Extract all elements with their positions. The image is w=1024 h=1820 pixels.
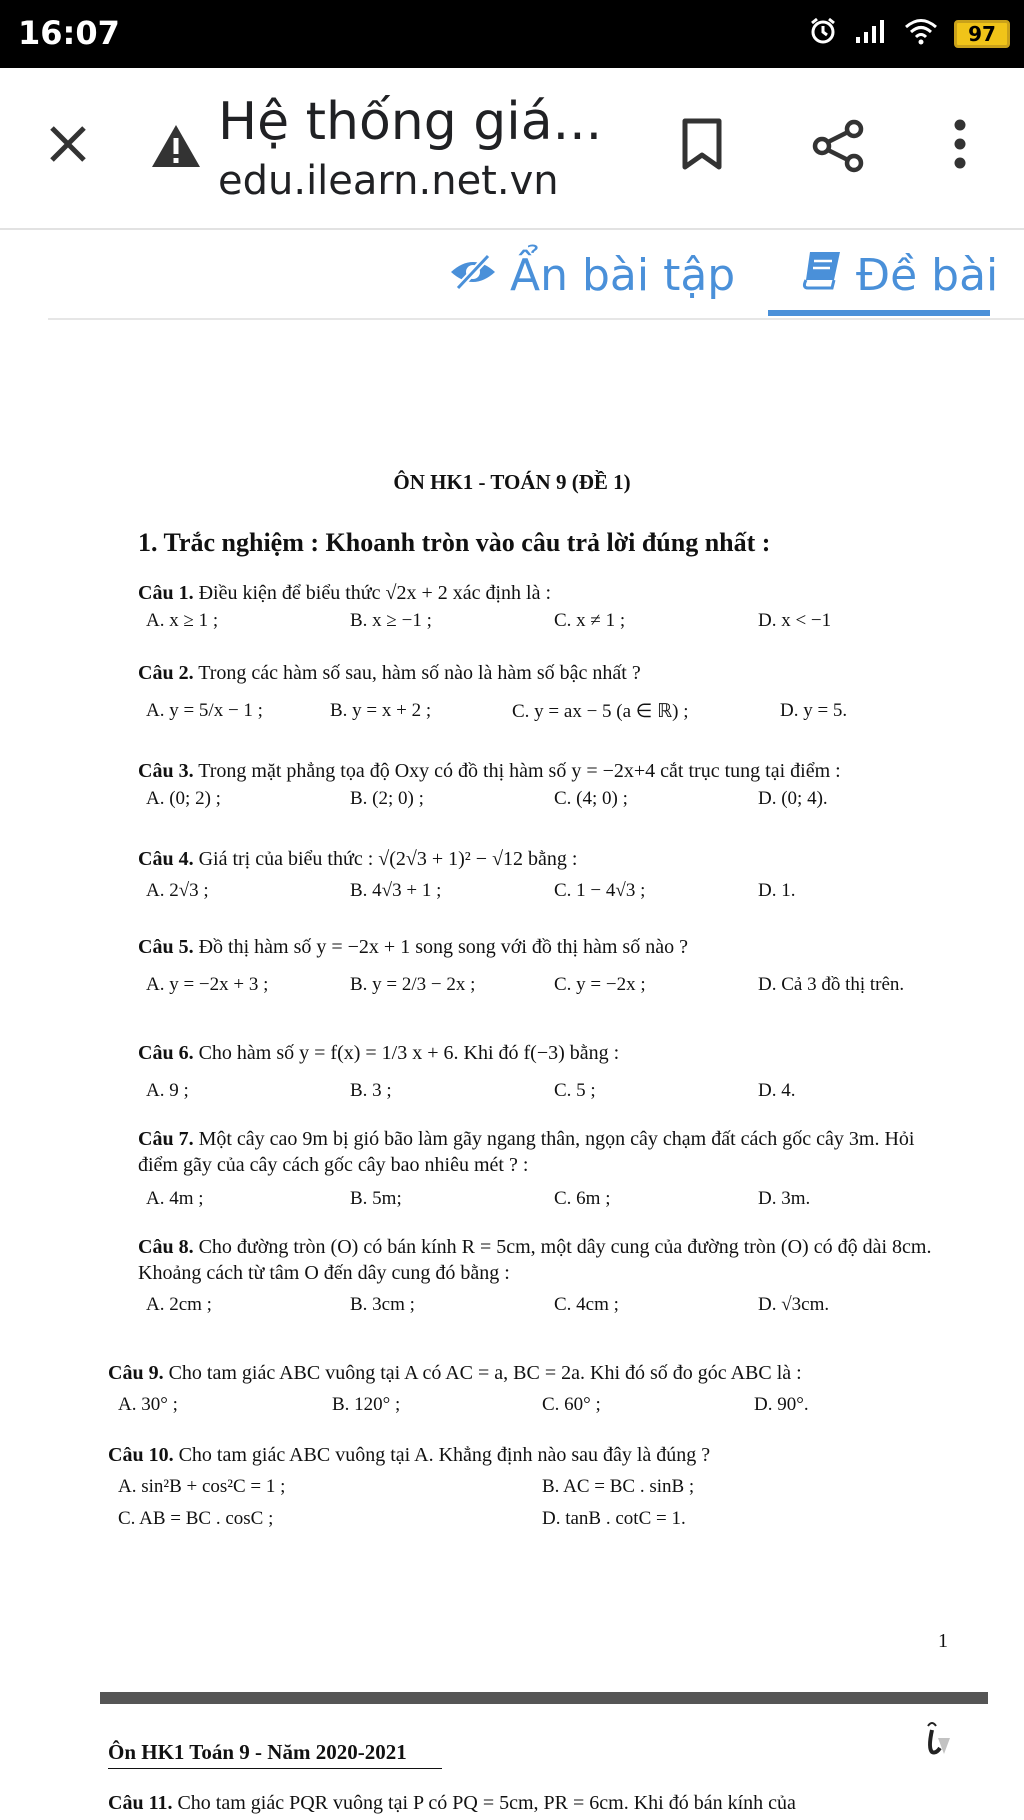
question-text: Cho hàm số y = f(x) = 1/3 x + 6. Khi đó f(−3) bằng :	[198, 1042, 620, 1064]
page-divider	[100, 1692, 988, 1704]
option-c[interactable]: C. AB = BC . cosC ;	[118, 1508, 274, 1529]
page-title: Hệ thống giá...	[218, 92, 603, 152]
option-b[interactable]: B. 5m;	[350, 1188, 402, 1209]
option-b[interactable]: B. 120° ;	[332, 1394, 401, 1415]
question-5	[138, 934, 958, 960]
share-icon[interactable]	[806, 114, 870, 178]
question-1-options	[146, 610, 986, 640]
option-a[interactable]: A. y = −2x + 3 ;	[146, 974, 269, 995]
tab-hide-exercise-label: Ẩn bài tập	[510, 250, 736, 301]
option-d[interactable]: D. x < −1	[758, 610, 832, 631]
option-b[interactable]: B. y = 2/3 − 2x ;	[350, 974, 476, 995]
page-url[interactable]: edu.ilearn.net.vn	[218, 158, 559, 204]
question-label: Câu 3.	[138, 760, 194, 782]
book-icon	[802, 250, 844, 301]
option-b[interactable]: B. 3cm ;	[350, 1294, 415, 1315]
question-9-options	[118, 1394, 958, 1424]
tab-bar	[0, 240, 1024, 320]
question-label: Câu 11.	[108, 1792, 173, 1814]
question-3-options	[146, 788, 986, 818]
option-b[interactable]: B. (2; 0) ;	[350, 788, 424, 809]
question-5-options	[146, 974, 986, 1004]
question-2-options	[146, 700, 986, 730]
option-c[interactable]: C. y = ax − 5 (a ∈ ℝ) ;	[512, 701, 689, 722]
wifi-icon	[904, 17, 938, 50]
question-text: Cho đường tròn (O) có bán kính R = 5cm, một dây cung của đường tròn (O) có độ dài 8cm. Khoảng cách từ tâm O đến dây cung đó bằng :	[138, 1236, 932, 1284]
alarm-icon	[808, 16, 838, 51]
option-c[interactable]: C. 6m ;	[554, 1188, 611, 1209]
question-label: Câu 4.	[138, 848, 194, 870]
question-10	[108, 1442, 968, 1468]
signal-icon	[854, 17, 888, 50]
question-7	[138, 1126, 958, 1178]
logo-icon	[914, 1718, 954, 1758]
tab-divider	[48, 318, 1024, 320]
option-b[interactable]: B. x ≥ −1 ;	[350, 610, 432, 631]
option-a[interactable]: A. sin²B + cos²C = 1 ;	[118, 1476, 286, 1497]
option-d[interactable]: D. 4.	[758, 1080, 796, 1101]
question-10-options-row1	[118, 1476, 958, 1506]
document-page	[0, 330, 1024, 1820]
question-label: Câu 9.	[108, 1362, 164, 1384]
question-2	[138, 660, 958, 686]
tab-active-indicator	[768, 310, 990, 316]
question-label: Câu 1.	[138, 582, 194, 604]
battery-icon: 97	[954, 20, 1010, 48]
option-a[interactable]: A. x ≥ 1 ;	[146, 610, 219, 631]
option-a[interactable]: A. 2√3 ;	[146, 880, 209, 901]
tab-problem-label: Đề bài	[856, 250, 999, 301]
question-4	[138, 846, 958, 872]
footer-underline	[108, 1768, 442, 1769]
option-a[interactable]: A. 4m ;	[146, 1188, 204, 1209]
option-d[interactable]: D. 90°.	[754, 1394, 809, 1415]
question-text: Một cây cao 9m bị gió bão làm gãy ngang thân, ngọn cây chạm đất cách gốc cây 3m. Hỏi điểm gãy của cây cách gốc cây bao nhiêu mét ? :	[138, 1128, 915, 1176]
question-label: Câu 2.	[138, 662, 194, 684]
question-text: Cho tam giác ABC vuông tại A có AC = a, BC = 2a. Khi đó số đo góc ABC là :	[168, 1362, 802, 1384]
question-10-options-row2	[118, 1508, 958, 1538]
question-text: Cho tam giác PQR vuông tại P có PQ = 5cm, PR = 6cm. Khi đó bán kính của	[177, 1792, 796, 1814]
question-8	[138, 1234, 958, 1286]
tab-problem[interactable]	[802, 250, 998, 301]
question-1	[138, 580, 958, 606]
option-b[interactable]: B. y = x + 2 ;	[330, 700, 432, 721]
option-c[interactable]: C. 4cm ;	[554, 1294, 619, 1315]
option-c[interactable]: C. 5 ;	[554, 1080, 596, 1101]
question-9	[108, 1360, 968, 1386]
question-7-options	[146, 1188, 986, 1218]
question-label: Câu 8.	[138, 1236, 194, 1258]
option-c[interactable]: C. x ≠ 1 ;	[554, 610, 626, 631]
question-6-options	[146, 1080, 986, 1110]
question-4-options	[146, 880, 986, 910]
question-text: Trong mặt phẳng tọa độ Oxy có đồ thị hàm số y = −2x+4 cắt trục tung tại điểm :	[198, 760, 841, 782]
tab-hide-exercise[interactable]	[448, 250, 735, 301]
page-number: 1	[938, 1630, 948, 1652]
option-a[interactable]: A. 2cm ;	[146, 1294, 212, 1315]
question-text: Giá trị của biểu thức : √(2√3 + 1)² − √12 bằng :	[198, 848, 578, 870]
question-label: Câu 7.	[138, 1128, 194, 1150]
page-footer: Ôn HK1 Toán 9 - Năm 2020-2021	[108, 1740, 407, 1764]
question-label: Câu 6.	[138, 1042, 194, 1064]
question-text: Điều kiện để biểu thức √2x + 2 xác định là :	[198, 582, 552, 604]
question-text: Cho tam giác ABC vuông tại A. Khẳng định nào sau đây là đúng ?	[178, 1444, 711, 1466]
question-label: Câu 10.	[108, 1444, 174, 1466]
more-icon[interactable]	[940, 112, 980, 176]
question-text: Trong các hàm số sau, hàm số nào là hàm số bậc nhất ?	[198, 662, 641, 684]
close-icon[interactable]	[40, 116, 96, 172]
section-heading: 1. Trắc nghiệm : Khoanh tròn vào câu trả lời đúng nhất :	[138, 528, 771, 557]
option-d[interactable]: D. 3m.	[758, 1188, 811, 1209]
question-11	[108, 1792, 796, 1815]
bookmark-icon[interactable]	[672, 112, 732, 176]
document-title: ÔN HK1 - TOÁN 9 (ĐỀ 1)	[393, 470, 631, 494]
option-c[interactable]: C. 60° ;	[542, 1394, 601, 1415]
option-b[interactable]: B. 4√3 + 1 ;	[350, 880, 442, 901]
option-d[interactable]: D. (0; 4).	[758, 788, 828, 809]
option-d[interactable]: D. Cả 3 đồ thị trên.	[758, 974, 905, 995]
option-a[interactable]: A. 30° ;	[118, 1394, 178, 1415]
status-icons	[808, 16, 1010, 51]
question-label: Câu 5.	[138, 936, 194, 958]
option-d[interactable]: D. tanB . cotC = 1.	[542, 1508, 686, 1529]
option-c[interactable]: C. 1 − 4√3 ;	[554, 880, 646, 901]
option-c[interactable]: C. (4; 0) ;	[554, 788, 628, 809]
option-c[interactable]: C. y = −2x ;	[554, 974, 646, 995]
warning-icon[interactable]	[148, 118, 204, 174]
option-a[interactable]: A. 9 ;	[146, 1080, 189, 1101]
question-8-options	[146, 1294, 986, 1324]
eye-slash-icon	[448, 250, 498, 301]
status-time: 16:07	[18, 14, 120, 52]
status-bar	[0, 0, 1024, 68]
option-d[interactable]: D. √3cm.	[758, 1294, 830, 1315]
option-d[interactable]: D. y = 5.	[780, 700, 848, 721]
option-b[interactable]: B. AC = BC . sinB ;	[542, 1476, 695, 1497]
question-3	[138, 758, 958, 784]
question-text: Đồ thị hàm số y = −2x + 1 song song với đồ thị hàm số nào ?	[198, 936, 688, 958]
option-d[interactable]: D. 1.	[758, 880, 796, 901]
option-b[interactable]: B. 3 ;	[350, 1080, 392, 1101]
option-a[interactable]: A. (0; 2) ;	[146, 788, 221, 809]
question-6	[138, 1040, 958, 1066]
option-a[interactable]: A. y = 5/x − 1 ;	[146, 700, 263, 721]
